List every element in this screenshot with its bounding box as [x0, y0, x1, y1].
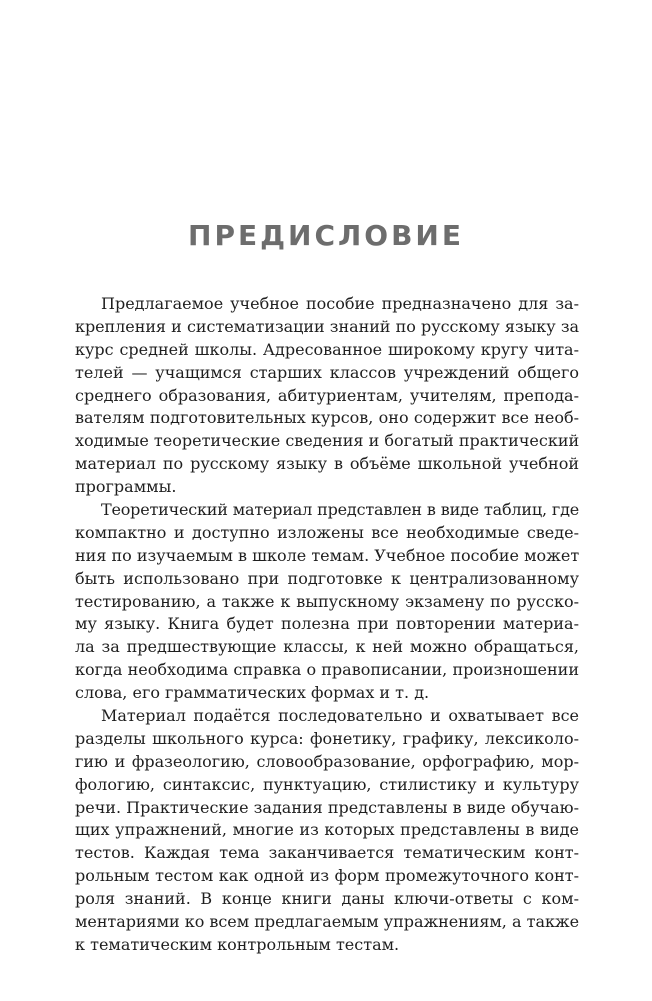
page-title: ПРЕДИСЛОВИЕ: [188, 219, 464, 252]
text-line: разделы школьного курса: фонетику, графику, лексиколо-: [75, 728, 579, 748]
text-line: Материал подаётся последовательно и охватывает все: [101, 706, 579, 726]
text-line: фологию, синтаксис, пунктуацию, стилистику и культуру: [75, 774, 579, 794]
text-line: тестированию, а также к выпускному экзамену по русско-: [75, 591, 579, 611]
text-line: тестов. Каждая тема заканчивается тематическим конт-: [75, 843, 579, 863]
text-line: к тематическим контрольным тестам.: [75, 934, 400, 954]
text-line: курс средней школы. Адресованное широкому кругу чита-: [75, 339, 579, 359]
paragraph: [75, 499, 579, 705]
text-line: ния по изучаемым в школе темам. Учебное пособие может: [75, 545, 580, 565]
text-line: программы.: [75, 477, 177, 497]
body-text: [75, 293, 579, 957]
text-line: роля знаний. В конце книги даны ключи-ответы с ком-: [75, 889, 579, 909]
text-line: крепления и систематизации знаний по русскому языку за: [75, 316, 579, 336]
text-line: слова, его грамматических формах и т. д.: [75, 683, 430, 703]
text-line: ходимые теоретические сведения и богатый практический: [75, 431, 580, 451]
paragraph: [75, 293, 579, 499]
text-line: речи. Практические задания представлены в виде обучаю-: [75, 797, 579, 817]
text-line: Предлагаемое учебное пособие предназначено для за-: [101, 294, 579, 313]
text-line: компактно и доступно изложены все необходимые сведе-: [75, 522, 579, 542]
text-line: когда необходима справка о правописании, произношении: [75, 660, 579, 680]
text-line: среднего образования, абитуриентам, учителям, препода-: [75, 385, 579, 405]
text-line: му языку. Книга будет полезна при повторении материа-: [75, 614, 579, 634]
text-line: гию и фразеологию, словообразование, орфографию, мор-: [75, 751, 579, 771]
text-line: Теоретический материал представлен в виде таблиц, где: [101, 500, 579, 520]
text-line: быть использовано при подготовке к централизованному: [75, 568, 579, 588]
text-line: материал по русскому языку в объёме школьной учебной: [75, 454, 579, 474]
text-line: ментариями ко всем предлагаемым упражнениям, а также: [75, 912, 579, 932]
text-line: ла за предшествующие классы, к ней можно обращаться,: [75, 637, 579, 657]
text-line: рольным тестом как одной из форм промежуточного конт-: [75, 866, 579, 886]
text-line: вателям подготовительных курсов, оно содержит все необ-: [75, 408, 579, 428]
text-line: щих упражнений, многие из которых представлены в виде: [75, 820, 579, 840]
text-line: телей — учащимся старших классов учреждений общего: [75, 362, 579, 382]
paragraph: [75, 705, 579, 957]
